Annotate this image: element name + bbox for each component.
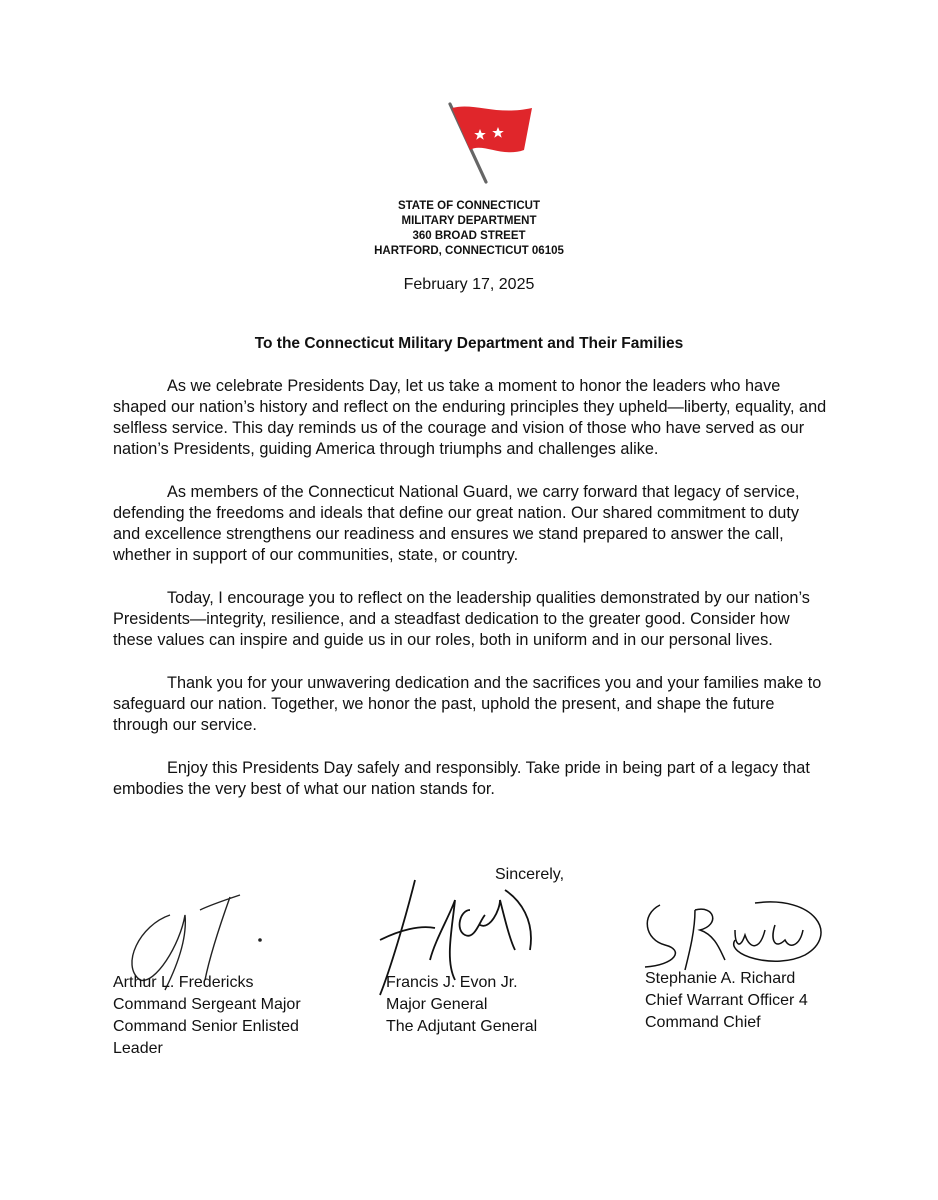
paragraph: Today, I encourage you to reflect on the leadership qualities demonstrated by our nation’s Presidents—integrity, resilience, and a steadfast dedication to the greater good. Consider how these values can inspire and guide us in our roles, both in uniform and in our personal lives. [113, 589, 810, 649]
salutation: To the Connecticut Military Department and Their Families [254, 335, 684, 352]
letter-body [113, 376, 828, 822]
paragraph: Thank you for your unwavering dedication and the sacrifices you and your families make to safeguard our nation. Together, we honor the past, uphold the present, and shape the future through our service. [113, 674, 822, 734]
signatory-middle [386, 972, 606, 1038]
flag-icon [444, 98, 540, 186]
letterhead [0, 199, 938, 259]
paragraph: Enjoy this Presidents Day safely and responsibly. Take pride in being part of a legacy that embodies the very best of what our nation stands for. [113, 759, 810, 798]
signatory-title: Chief Warrant Officer 4 [645, 992, 808, 1009]
letterhead-department: MILITARY DEPARTMENT [401, 215, 537, 227]
paragraph: As we celebrate Presidents Day, let us take a moment to honor the leaders who have shaped our nation’s history and reflect on the enduring principles they upheld—liberty, equality, and selfless service. This day reminds us of the courage and vision of those who have served as our nation’s Presidents, guiding America through triumphs and challenges alike. [113, 377, 827, 458]
letterhead-city: HARTFORD, CONNECTICUT 06105 [374, 245, 564, 257]
letter-date: February 17, 2025 [403, 276, 535, 293]
signatory-name: Stephanie A. Richard [645, 970, 796, 987]
signatory-title: The Adjutant General [386, 1018, 538, 1035]
signatory-left [113, 972, 353, 1060]
signatory-right [645, 968, 885, 1034]
signatory-title: Major General [386, 996, 488, 1013]
paragraph: As members of the Connecticut National Guard, we carry forward that legacy of service, defending the freedoms and ideals that define our great nation. Our shared commitment to duty and excellence strengthens our readiness and ensures we stand prepared to answer the call, whether in support of our communities, state, or country. [113, 483, 800, 564]
closing: Sincerely, [495, 866, 565, 883]
signatory-title: Command Sergeant Major [113, 996, 301, 1013]
signatory-title: Command Senior Enlisted Leader [113, 1018, 299, 1057]
signatory-title: Command Chief [645, 1014, 761, 1031]
signatory-name: Arthur L. Fredericks [113, 974, 254, 991]
signatory-name: Francis J. Evon Jr. [386, 974, 518, 991]
letterhead-street: 360 BROAD STREET [412, 230, 526, 242]
letterhead-state: STATE OF CONNECTICUT [397, 200, 541, 212]
